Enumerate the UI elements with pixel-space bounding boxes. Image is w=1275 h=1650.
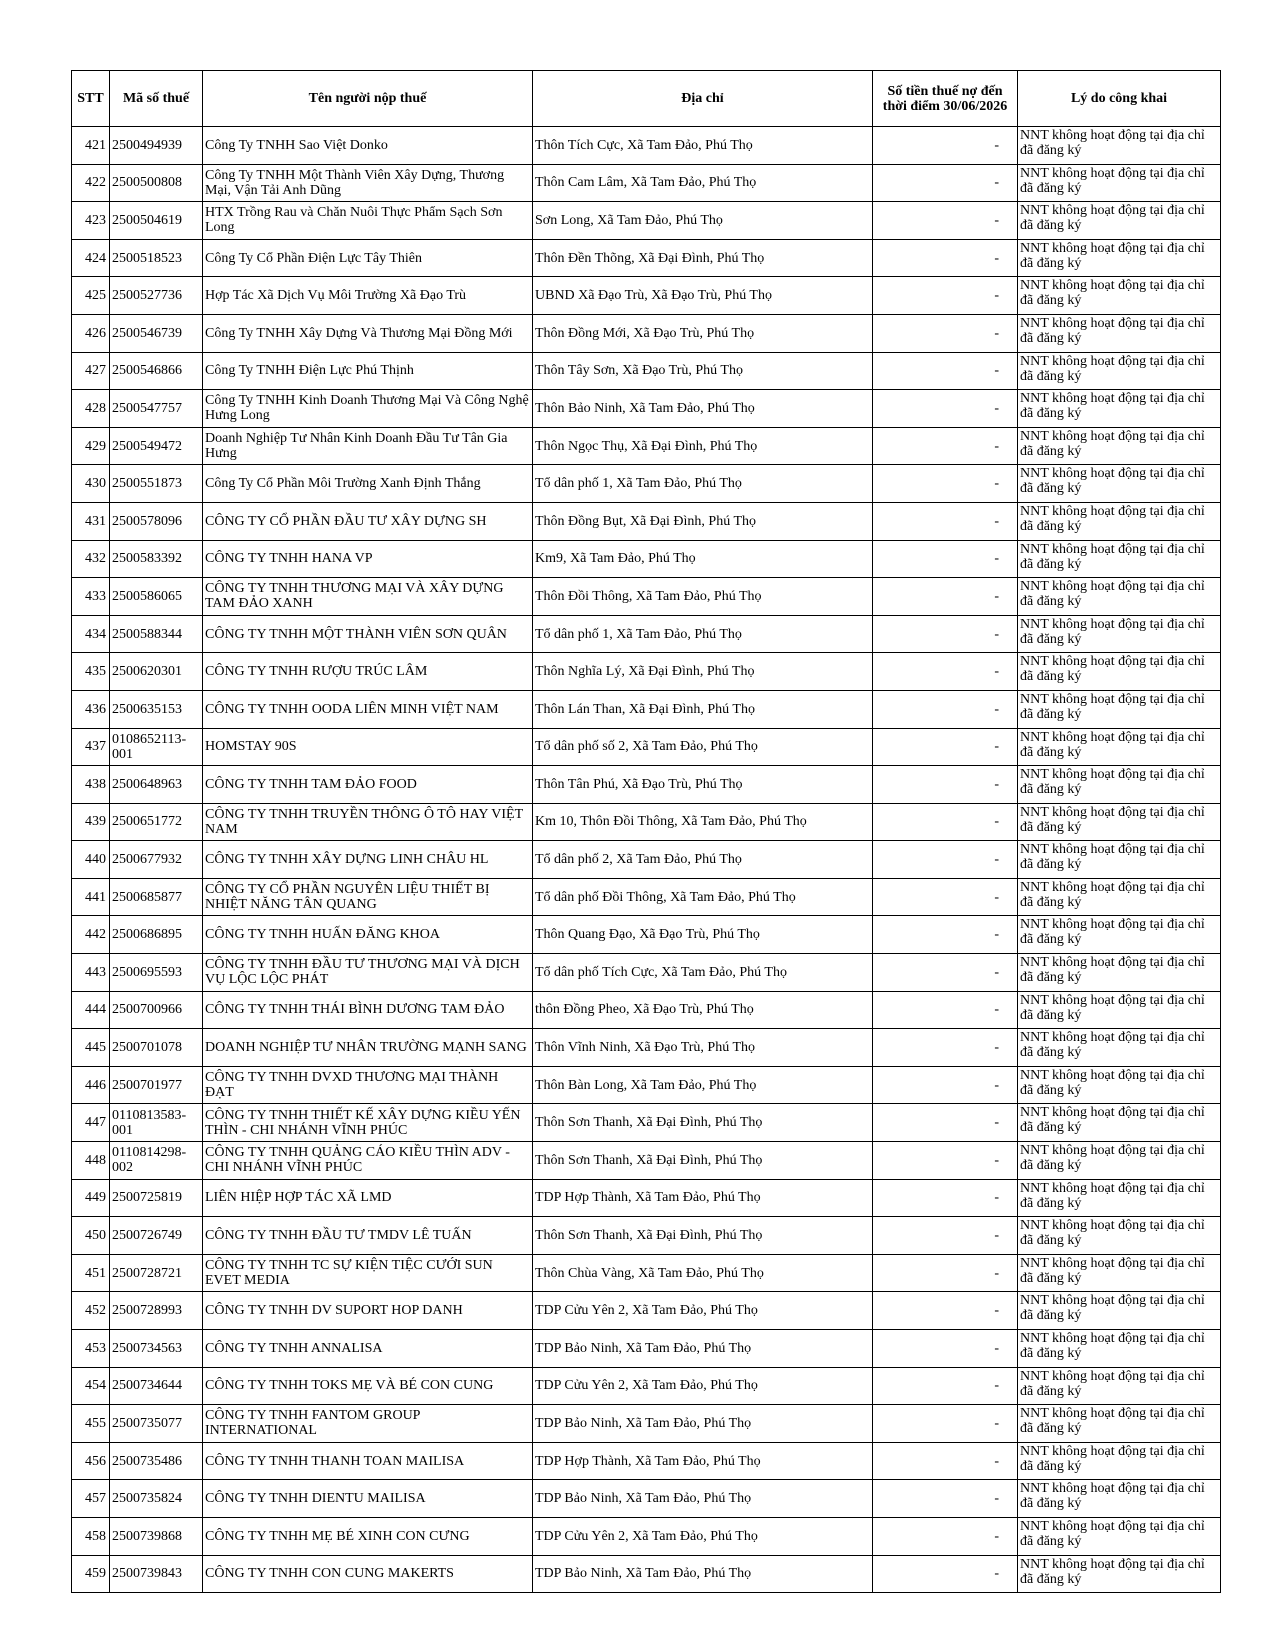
cell-taxpayer-name: Công Ty TNHH Xây Dựng Và Thương Mại Đồng Mới [203,314,533,352]
header-stt: STT [72,71,110,127]
cell-tax-debt: - [873,502,1018,540]
cell-stt: 423 [72,202,110,240]
cell-tax-code: 2500735486 [110,1442,203,1480]
cell-taxpayer-name: Công Ty TNHH Điện Lực Phú Thịnh [203,352,533,390]
cell-tax-code: 2500527736 [110,277,203,315]
cell-stt: 425 [72,277,110,315]
table-row [72,766,1221,804]
header-taxpayer-name: Tên người nộp thuế [203,71,533,127]
cell-tax-code: 2500586065 [110,578,203,616]
table-row [72,728,1221,766]
cell-tax-debt: - [873,728,1018,766]
cell-stt: 424 [72,239,110,277]
cell-taxpayer-name: CÔNG TY TNHH DV SUPORT HOP DANH [203,1292,533,1330]
cell-stt: 458 [72,1517,110,1555]
table-row [72,1442,1221,1480]
cell-address: Thôn Bảo Ninh, Xã Tam Đảo, Phú Thọ [533,390,873,428]
cell-address: TDP Cửu Yên 2, Xã Tam Đảo, Phú Thọ [533,1517,873,1555]
cell-address: Tổ dân phố số 2, Xã Tam Đảo, Phú Thọ [533,728,873,766]
cell-tax-code: 2500701977 [110,1066,203,1104]
cell-taxpayer-name: CÔNG TY TNHH TAM ĐẢO FOOD [203,766,533,804]
cell-taxpayer-name: CÔNG TY TNHH THANH TOAN MAILISA [203,1442,533,1480]
cell-stt: 457 [72,1480,110,1518]
cell-address: TDP Cửu Yên 2, Xã Tam Đảo, Phú Thọ [533,1292,873,1330]
cell-stt: 444 [72,991,110,1029]
table-row [72,991,1221,1029]
cell-stt: 427 [72,352,110,390]
cell-stt: 448 [72,1142,110,1180]
cell-taxpayer-name: CÔNG TY TNHH FANTOM GROUP INTERNATIONAL [203,1405,533,1443]
cell-stt: 431 [72,502,110,540]
cell-address: TDP Bảo Ninh, Xã Tam Đảo, Phú Thọ [533,1330,873,1368]
cell-tax-code: 2500583392 [110,540,203,578]
cell-address: Thôn Cam Lâm, Xã Tam Đảo, Phú Thọ [533,164,873,202]
table-row [72,1104,1221,1142]
cell-tax-code: 2500651772 [110,803,203,841]
cell-tax-code: 2500700966 [110,991,203,1029]
cell-stt: 432 [72,540,110,578]
cell-stt: 447 [72,1104,110,1142]
cell-taxpayer-name: CÔNG TY TNHH MẸ BÉ XINH CON CƯNG [203,1517,533,1555]
table-row [72,615,1221,653]
cell-address: Tổ dân phố Tích Cực, Xã Tam Đảo, Phú Thọ [533,954,873,992]
cell-tax-debt: - [873,1254,1018,1292]
cell-address: Thôn Vĩnh Ninh, Xã Đạo Trù, Phú Thọ [533,1029,873,1067]
cell-taxpayer-name: CÔNG TY TNHH QUẢNG CÁO KIỀU THÌN ADV - CHI NHÁNH VĨNH PHÚC [203,1142,533,1180]
table-row [72,277,1221,315]
cell-taxpayer-name: Hợp Tác Xã Dịch Vụ Môi Trường Xã Đạo Trù [203,277,533,315]
cell-stt: 442 [72,916,110,954]
cell-tax-code: 2500685877 [110,878,203,916]
cell-tax-code: 2500677932 [110,841,203,879]
cell-reason: NNT không hoạt động tại địa chỉ đã đăng ký [1018,164,1221,202]
cell-reason: NNT không hoạt động tại địa chỉ đã đăng ký [1018,615,1221,653]
cell-stt: 443 [72,954,110,992]
cell-reason: NNT không hoạt động tại địa chỉ đã đăng ký [1018,502,1221,540]
cell-address: Thôn Đồng Mới, Xã Đạo Trù, Phú Thọ [533,314,873,352]
cell-tax-debt: - [873,1480,1018,1518]
cell-taxpayer-name: Doanh Nghiệp Tư Nhân Kinh Doanh Đầu Tư Tân Gia Hưng [203,427,533,465]
cell-taxpayer-name: CÔNG TY TNHH ANNALISA [203,1330,533,1368]
cell-tax-code: 2500735077 [110,1405,203,1443]
cell-address: TDP Bảo Ninh, Xã Tam Đảo, Phú Thọ [533,1555,873,1593]
cell-address: Thôn Nghĩa Lý, Xã Đại Đình, Phú Thọ [533,653,873,691]
cell-tax-code: 0110814298-002 [110,1142,203,1180]
cell-taxpayer-name: CÔNG TY TNHH THÁI BÌNH DƯƠNG TAM ĐẢO [203,991,533,1029]
cell-address: Sơn Long, Xã Tam Đảo, Phú Thọ [533,202,873,240]
cell-tax-code: 2500725819 [110,1179,203,1217]
cell-taxpayer-name: CÔNG TY TNHH ĐẦU TƯ TMDV LÊ TUẤN [203,1217,533,1255]
cell-taxpayer-name: CÔNG TY TNHH THIẾT KẾ XÂY DỰNG KIỀU YẾN THÌN - CHI NHÁNH VĨNH PHÚC [203,1104,533,1142]
cell-tax-debt: - [873,1066,1018,1104]
cell-address: TDP Bảo Ninh, Xã Tam Đảo, Phú Thọ [533,1405,873,1443]
table-row [72,1142,1221,1180]
cell-tax-code: 2500686895 [110,916,203,954]
cell-stt: 459 [72,1555,110,1593]
cell-tax-code: 2500588344 [110,615,203,653]
cell-tax-debt: - [873,314,1018,352]
cell-tax-code: 2500546739 [110,314,203,352]
cell-address: Thôn Tây Sơn, Xã Đạo Trù, Phú Thọ [533,352,873,390]
cell-address: Thôn Tích Cực, Xã Tam Đảo, Phú Thọ [533,127,873,165]
cell-tax-debt: - [873,841,1018,879]
cell-tax-code: 2500620301 [110,653,203,691]
table-row [72,1179,1221,1217]
table-row [72,465,1221,503]
cell-stt: 453 [72,1330,110,1368]
cell-reason: NNT không hoạt động tại địa chỉ đã đăng ký [1018,1367,1221,1405]
table-row [72,690,1221,728]
cell-tax-code: 2500518523 [110,239,203,277]
cell-stt: 445 [72,1029,110,1067]
cell-stt: 433 [72,578,110,616]
cell-taxpayer-name: CÔNG TY TNHH CON CUNG MAKERTS [203,1555,533,1593]
table-row [72,916,1221,954]
cell-tax-code: 2500739843 [110,1555,203,1593]
cell-address: Thôn Quang Đạo, Xã Đạo Trù, Phú Thọ [533,916,873,954]
cell-address: TDP Hợp Thành, Xã Tam Đảo, Phú Thọ [533,1442,873,1480]
cell-reason: NNT không hoạt động tại địa chỉ đã đăng ký [1018,1066,1221,1104]
cell-reason: NNT không hoạt động tại địa chỉ đã đăng ký [1018,991,1221,1029]
cell-stt: 438 [72,766,110,804]
cell-tax-debt: - [873,540,1018,578]
cell-address: Km 10, Thôn Đồi Thông, Xã Tam Đảo, Phú Thọ [533,803,873,841]
cell-reason: NNT không hoạt động tại địa chỉ đã đăng ký [1018,803,1221,841]
cell-stt: 441 [72,878,110,916]
cell-address: Thôn Sơn Thanh, Xã Đại Đình, Phú Thọ [533,1217,873,1255]
cell-address: Thôn Tân Phú, Xã Đạo Trù, Phú Thọ [533,766,873,804]
cell-address: TDP Bảo Ninh, Xã Tam Đảo, Phú Thọ [533,1480,873,1518]
cell-taxpayer-name: CÔNG TY TNHH TC SỰ KIỆN TIỆC CƯỚI SUN EVET MEDIA [203,1254,533,1292]
cell-taxpayer-name: Công Ty TNHH Một Thành Viên Xây Dựng, Thương Mại, Vận Tải Anh Dũng [203,164,533,202]
cell-reason: NNT không hoạt động tại địa chỉ đã đăng ký [1018,465,1221,503]
cell-taxpayer-name: CÔNG TY TNHH TOKS MẸ VÀ BÉ CON CUNG [203,1367,533,1405]
cell-reason: NNT không hoạt động tại địa chỉ đã đăng ký [1018,653,1221,691]
table-row [72,841,1221,879]
cell-tax-debt: - [873,239,1018,277]
cell-stt: 455 [72,1405,110,1443]
cell-tax-debt: - [873,1179,1018,1217]
cell-address: Tổ dân phố 1, Xã Tam Đảo, Phú Thọ [533,465,873,503]
cell-stt: 456 [72,1442,110,1480]
cell-taxpayer-name: HOMSTAY 90S [203,728,533,766]
cell-tax-debt: - [873,427,1018,465]
cell-reason: NNT không hoạt động tại địa chỉ đã đăng ký [1018,1179,1221,1217]
cell-address: Thôn Ngọc Thụ, Xã Đại Đình, Phú Thọ [533,427,873,465]
cell-reason: NNT không hoạt động tại địa chỉ đã đăng ký [1018,954,1221,992]
cell-taxpayer-name: CÔNG TY TNHH TRUYỀN THÔNG Ô TÔ HAY VIỆT NAM [203,803,533,841]
header-address: Địa chỉ [533,71,873,127]
cell-reason: NNT không hoạt động tại địa chỉ đã đăng ký [1018,1405,1221,1443]
tax-debtor-sheet [71,70,1221,1593]
cell-taxpayer-name: Công Ty TNHH Sao Việt Donko [203,127,533,165]
cell-tax-debt: - [873,1292,1018,1330]
cell-taxpayer-name: CÔNG TY TNHH HUẤN ĐĂNG KHOA [203,916,533,954]
table-row [72,1217,1221,1255]
cell-address: Thôn Bàn Long, Xã Tam Đảo, Phú Thọ [533,1066,873,1104]
cell-stt: 452 [72,1292,110,1330]
cell-tax-debt: - [873,465,1018,503]
cell-tax-code: 2500695593 [110,954,203,992]
cell-taxpayer-name: CÔNG TY TNHH RƯỢU TRÚC LÂM [203,653,533,691]
cell-tax-code: 2500726749 [110,1217,203,1255]
cell-reason: NNT không hoạt động tại địa chỉ đã đăng ký [1018,277,1221,315]
cell-taxpayer-name: Công Ty TNHH Kinh Doanh Thương Mại Và Công Nghệ Hưng Long [203,390,533,428]
cell-tax-debt: - [873,878,1018,916]
cell-tax-debt: - [873,1442,1018,1480]
table-row [72,540,1221,578]
table-row [72,954,1221,992]
cell-address: Tổ dân phố Đồi Thông, Xã Tam Đảo, Phú Thọ [533,878,873,916]
table-row [72,1254,1221,1292]
table-row [72,1367,1221,1405]
header-reason: Lý do công khai [1018,71,1221,127]
cell-taxpayer-name: CÔNG TY CỔ PHẦN ĐẦU TƯ XÂY DỰNG SH [203,502,533,540]
cell-tax-debt: - [873,1142,1018,1180]
cell-stt: 426 [72,314,110,352]
cell-taxpayer-name: LIÊN HIỆP HỢP TÁC XÃ LMD [203,1179,533,1217]
cell-tax-debt: - [873,1405,1018,1443]
cell-reason: NNT không hoạt động tại địa chỉ đã đăng ký [1018,314,1221,352]
cell-tax-debt: - [873,954,1018,992]
cell-reason: NNT không hoạt động tại địa chỉ đã đăng ký [1018,1217,1221,1255]
table-row [72,314,1221,352]
cell-stt: 446 [72,1066,110,1104]
cell-reason: NNT không hoạt động tại địa chỉ đã đăng ký [1018,202,1221,240]
table-row [72,1292,1221,1330]
cell-reason: NNT không hoạt động tại địa chỉ đã đăng ký [1018,1555,1221,1593]
cell-tax-debt: - [873,766,1018,804]
cell-reason: NNT không hoạt động tại địa chỉ đã đăng ký [1018,1104,1221,1142]
header-tax-debt: Số tiền thuế nợ đến thời điểm 30/06/2026 [873,71,1018,127]
cell-tax-code: 2500728721 [110,1254,203,1292]
cell-tax-debt: - [873,578,1018,616]
cell-tax-debt: - [873,690,1018,728]
cell-address: Tổ dân phố 2, Xã Tam Đảo, Phú Thọ [533,841,873,879]
cell-reason: NNT không hoạt động tại địa chỉ đã đăng ký [1018,878,1221,916]
cell-tax-debt: - [873,352,1018,390]
cell-taxpayer-name: CÔNG TY TNHH MỘT THÀNH VIÊN SƠN QUÂN [203,615,533,653]
table-row [72,352,1221,390]
cell-tax-code: 0110813583-001 [110,1104,203,1142]
cell-stt: 449 [72,1179,110,1217]
cell-tax-code: 0108652113-001 [110,728,203,766]
cell-taxpayer-name: CÔNG TY TNHH OODA LIÊN MINH VIỆT NAM [203,690,533,728]
cell-taxpayer-name: CÔNG TY TNHH THƯƠNG MẠI VÀ XÂY DỰNG TAM ĐẢO XANH [203,578,533,616]
table-row [72,878,1221,916]
cell-tax-debt: - [873,277,1018,315]
table-header [72,71,1221,127]
cell-reason: NNT không hoạt động tại địa chỉ đã đăng ký [1018,127,1221,165]
cell-reason: NNT không hoạt động tại địa chỉ đã đăng ký [1018,540,1221,578]
cell-stt: 440 [72,841,110,879]
table-row [72,127,1221,165]
cell-tax-debt: - [873,991,1018,1029]
cell-tax-code: 2500578096 [110,502,203,540]
cell-taxpayer-name: CÔNG TY TNHH DVXD THƯƠNG MẠI THÀNH ĐẠT [203,1066,533,1104]
cell-reason: NNT không hoạt động tại địa chỉ đã đăng ký [1018,1517,1221,1555]
cell-stt: 436 [72,690,110,728]
cell-taxpayer-name: Công Ty Cổ Phần Điện Lực Tây Thiên [203,239,533,277]
cell-address: UBND Xã Đạo Trù, Xã Đạo Trù, Phú Thọ [533,277,873,315]
cell-stt: 422 [72,164,110,202]
cell-tax-code: 2500735824 [110,1480,203,1518]
table-row [72,1517,1221,1555]
cell-address: Thôn Chùa Vàng, Xã Tam Đảo, Phú Thọ [533,1254,873,1292]
cell-tax-code: 2500739868 [110,1517,203,1555]
cell-address: thôn Đồng Pheo, Xã Đạo Trù, Phú Thọ [533,991,873,1029]
tax-debtor-table [71,70,1221,1593]
cell-tax-code: 2500546866 [110,352,203,390]
cell-reason: NNT không hoạt động tại địa chỉ đã đăng ký [1018,1029,1221,1067]
cell-address: Thôn Đồng Bụt, Xã Đại Đình, Phú Thọ [533,502,873,540]
table-row [72,427,1221,465]
cell-stt: 435 [72,653,110,691]
table-row [72,164,1221,202]
cell-tax-debt: - [873,127,1018,165]
cell-taxpayer-name: DOANH NGHIỆP TƯ NHÂN TRƯỜNG MẠNH SANG [203,1029,533,1067]
table-row [72,1029,1221,1067]
cell-address: TDP Cửu Yên 2, Xã Tam Đảo, Phú Thọ [533,1367,873,1405]
cell-address: Thôn Đồi Thông, Xã Tam Đảo, Phú Thọ [533,578,873,616]
table-row [72,502,1221,540]
table-row [72,239,1221,277]
cell-tax-code: 2500648963 [110,766,203,804]
cell-reason: NNT không hoạt động tại địa chỉ đã đăng ký [1018,1442,1221,1480]
cell-tax-code: 2500701078 [110,1029,203,1067]
cell-tax-debt: - [873,1330,1018,1368]
cell-taxpayer-name: CÔNG TY TNHH ĐẦU TƯ THƯƠNG MẠI VÀ DỊCH VỤ LỘC LỘC PHÁT [203,954,533,992]
cell-reason: NNT không hoạt động tại địa chỉ đã đăng ký [1018,841,1221,879]
cell-taxpayer-name: CÔNG TY TNHH XÂY DỰNG LINH CHÂU HL [203,841,533,879]
cell-address: Thôn Đền Thõng, Xã Đại Đình, Phú Thọ [533,239,873,277]
cell-tax-code: 2500728993 [110,1292,203,1330]
cell-address: Tổ dân phố 1, Xã Tam Đảo, Phú Thọ [533,615,873,653]
cell-tax-code: 2500734563 [110,1330,203,1368]
header-row [72,71,1221,127]
cell-tax-debt: - [873,1029,1018,1067]
cell-tax-code: 2500504619 [110,202,203,240]
cell-stt: 439 [72,803,110,841]
table-row [72,803,1221,841]
cell-taxpayer-name: CÔNG TY TNHH DIENTU MAILISA [203,1480,533,1518]
cell-stt: 421 [72,127,110,165]
cell-tax-debt: - [873,164,1018,202]
cell-address: Km9, Xã Tam Đảo, Phú Thọ [533,540,873,578]
table-row [72,1066,1221,1104]
cell-reason: NNT không hoạt động tại địa chỉ đã đăng ký [1018,1330,1221,1368]
cell-reason: NNT không hoạt động tại địa chỉ đã đăng ký [1018,239,1221,277]
cell-reason: NNT không hoạt động tại địa chỉ đã đăng ký [1018,728,1221,766]
cell-taxpayer-name: CÔNG TY TNHH HANA VP [203,540,533,578]
cell-reason: NNT không hoạt động tại địa chỉ đã đăng ký [1018,690,1221,728]
cell-tax-debt: - [873,1555,1018,1593]
cell-tax-code: 2500547757 [110,390,203,428]
cell-address: TDP Hợp Thành, Xã Tam Đảo, Phú Thọ [533,1179,873,1217]
cell-taxpayer-name: CÔNG TY CỔ PHẦN NGUYÊN LIỆU THIẾT BỊ NHIỆT NĂNG TÂN QUANG [203,878,533,916]
header-tax-code: Mã số thuế [110,71,203,127]
cell-reason: NNT không hoạt động tại địa chỉ đã đăng ký [1018,1292,1221,1330]
cell-address: Thôn Lán Than, Xã Đại Đình, Phú Thọ [533,690,873,728]
cell-tax-debt: - [873,390,1018,428]
cell-reason: NNT không hoạt động tại địa chỉ đã đăng ký [1018,916,1221,954]
cell-tax-debt: - [873,916,1018,954]
cell-reason: NNT không hoạt động tại địa chỉ đã đăng ký [1018,1254,1221,1292]
cell-stt: 430 [72,465,110,503]
cell-reason: NNT không hoạt động tại địa chỉ đã đăng ký [1018,352,1221,390]
table-row [72,1405,1221,1443]
cell-stt: 429 [72,427,110,465]
cell-tax-debt: - [873,1104,1018,1142]
table-body [72,127,1221,1593]
cell-taxpayer-name: HTX Trồng Rau và Chăn Nuôi Thực Phẩm Sạch Sơn Long [203,202,533,240]
cell-tax-debt: - [873,653,1018,691]
cell-tax-debt: - [873,615,1018,653]
table-row [72,1555,1221,1593]
cell-stt: 451 [72,1254,110,1292]
cell-stt: 454 [72,1367,110,1405]
cell-tax-code: 2500551873 [110,465,203,503]
cell-reason: NNT không hoạt động tại địa chỉ đã đăng ký [1018,427,1221,465]
table-row [72,653,1221,691]
cell-address: Thôn Sơn Thanh, Xã Đại Đình, Phú Thọ [533,1142,873,1180]
cell-reason: NNT không hoạt động tại địa chỉ đã đăng ký [1018,1480,1221,1518]
cell-stt: 434 [72,615,110,653]
table-row [72,202,1221,240]
cell-stt: 437 [72,728,110,766]
cell-tax-code: 2500635153 [110,690,203,728]
cell-tax-debt: - [873,202,1018,240]
table-row [72,1330,1221,1368]
table-row [72,390,1221,428]
cell-taxpayer-name: Công Ty Cổ Phần Môi Trường Xanh Định Thắng [203,465,533,503]
cell-stt: 428 [72,390,110,428]
cell-tax-debt: - [873,1217,1018,1255]
cell-tax-code: 2500494939 [110,127,203,165]
cell-reason: NNT không hoạt động tại địa chỉ đã đăng ký [1018,578,1221,616]
cell-reason: NNT không hoạt động tại địa chỉ đã đăng ký [1018,1142,1221,1180]
cell-reason: NNT không hoạt động tại địa chỉ đã đăng ký [1018,390,1221,428]
cell-tax-code: 2500500808 [110,164,203,202]
cell-tax-debt: - [873,1517,1018,1555]
cell-tax-code: 2500734644 [110,1367,203,1405]
cell-tax-code: 2500549472 [110,427,203,465]
cell-tax-debt: - [873,803,1018,841]
cell-reason: NNT không hoạt động tại địa chỉ đã đăng ký [1018,766,1221,804]
table-row [72,1480,1221,1518]
cell-address: Thôn Sơn Thanh, Xã Đại Đình, Phú Thọ [533,1104,873,1142]
table-row [72,578,1221,616]
cell-stt: 450 [72,1217,110,1255]
cell-tax-debt: - [873,1367,1018,1405]
